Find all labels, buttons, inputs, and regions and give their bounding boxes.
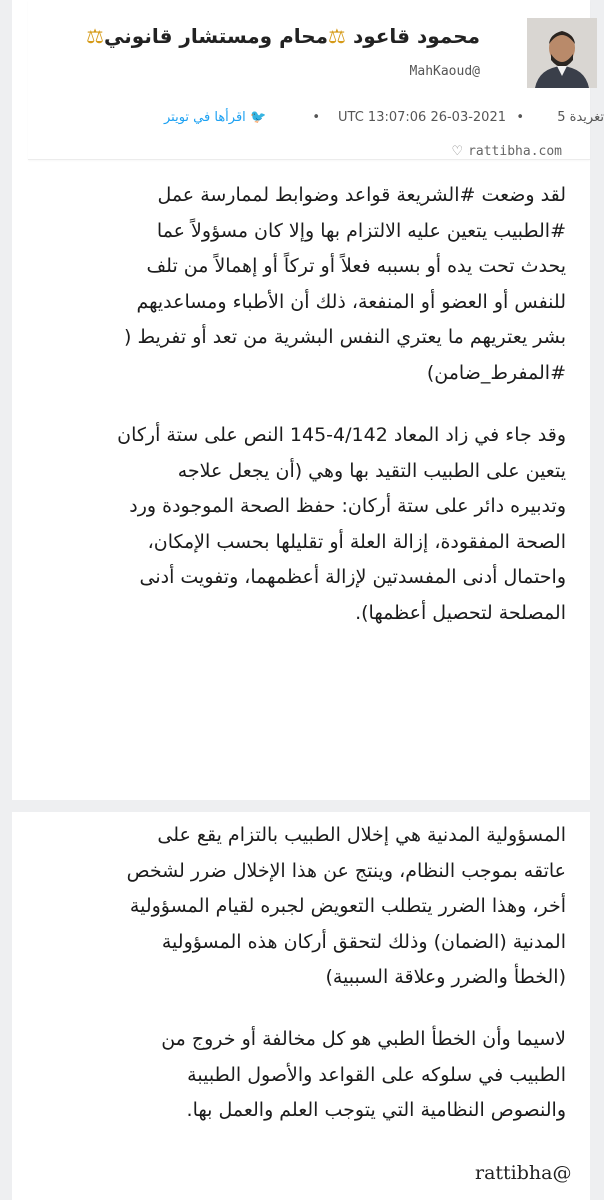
tweet-paragraph-2 [26,418,566,631]
text-line: الطبيب في سلوكه على القواعد والأصول الطبيبة [187,1063,566,1086]
text-line: المسؤولية المدنية هي إخلال الطبيب بالتزام يقع على [157,824,566,846]
author-title: محام ومستشار قانوني [104,24,329,48]
text-line: المدنية (الضمان) وذلك لتحقق أركان هذه المسؤولية [161,930,566,953]
text-line: لقد وضعت #الشريعة قواعد وضوابط لممارسة عمل [157,184,566,206]
heart-icon[interactable]: ♡ [452,141,463,160]
site-row [452,140,562,159]
text-line: #المفرط_ضامن) [426,361,566,384]
read-on-twitter-link[interactable]: 🐦 اقرأها في تويتر [164,110,267,125]
site-name[interactable]: rattibha.com [468,144,562,159]
text-line: يتعين على الطبيب التقيد بها وهي (أن يجعل علاجه [177,459,566,482]
text-line: الصحة المفقودة، إزالة العلة أو تقليلها بحسب الإمكان، [147,530,566,553]
avatar-photo-icon [527,18,597,88]
text-line: واحتمال أدنى المفسدتين لإزالة أعظمهما، وتفويت أدنى [139,566,566,588]
text-line: #الطبيب يتعين عليه الالتزام بها وإلا كان مسؤولاً عما [156,219,566,242]
tweet-meta-row [164,110,604,130]
text-line: بشر يعتريهم ما يعتري النفس البشرية من تعد أو تفريط ( [124,326,566,348]
tweet-timestamp: UTC 13:07:06 26-03-2021 [338,110,506,125]
text-line: للنفس أو العضو أو المنفعة، ذلك أن الأطباء ومساعديهم [136,290,566,313]
tweet-paragraph-1 [26,178,566,391]
text-line: عاتقه بموجب النظام، وينتج عن هذا الإخلال ضرر لشخص [126,859,566,882]
author-name: محمود قاعود [352,24,480,48]
text-line: وتدبيره دائر على ستة أركان: حفظ الصحة الموجودة ورد [129,495,566,517]
thread-header [28,0,604,160]
scale-icon: ⚖ [328,24,346,48]
meta-dot: • [312,110,320,125]
text-line: يحدث تحت يده أو بسببه فعلاً أو تركاً أو إهمالاً من تلف [146,255,566,277]
text-line: (الخطأ والضرر وعلاقة السببية) [325,966,566,988]
scale-icon: ⚖ [86,24,105,48]
author-handle[interactable]: MahKaoud@ [409,64,480,79]
footer-handle[interactable]: rattibha@ [475,1162,572,1184]
text-line: المصلحة لتحصيل أعظمها). [355,601,566,624]
author-name-row[interactable] [86,24,480,48]
author-avatar[interactable] [527,18,597,88]
twitter-bird-icon: 🐦 [249,110,267,125]
tweet-count: 5 تغريدة [557,110,604,125]
meta-dot: • [516,110,524,125]
text-line: والنصوص النظامية التي يتوجب العلم والعمل بها. [186,1099,566,1121]
tweet-paragraph-3 [26,818,566,996]
text-line: وقد جاء في زاد المعاد 4/142-145 النص على ستة أركان [117,424,566,446]
tweet-paragraph-4 [26,1022,566,1129]
text-line: أخر، وهذا الضرر يتطلب التعويض لجبره لقيام المسؤولية [129,895,566,917]
text-line: لاسيما وأن الخطأ الطبي هو كل مخالفة أو خروج من [161,1028,566,1050]
